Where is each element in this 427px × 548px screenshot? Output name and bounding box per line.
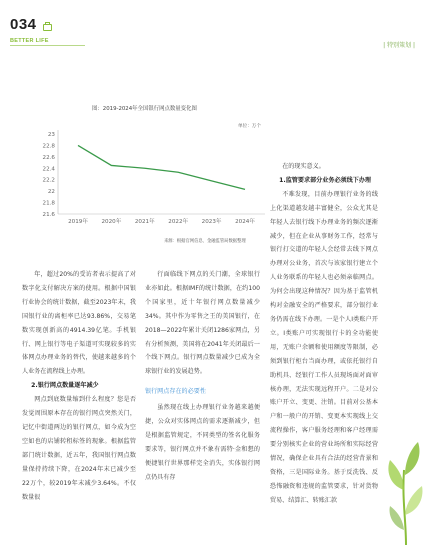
- y-tick-label: 22.8: [42, 143, 55, 150]
- header-divider: [10, 45, 85, 46]
- y-tick-label: 22: [47, 189, 55, 196]
- series-line: [78, 145, 245, 189]
- paragraph: 年，超过20%的受访者表示提高了对数字化支付解决方案的使用。根据中国银行业协会的统计数据，截至2023年末，我国银行业的离柜率已达93.86%，交易笔数实现创新高的4914.39亿笔。手机银行、网上银行等电子渠道可实现较多的实体网点办理业务的替代，使越来越多的个人业务在流程线上办理。: [22, 271, 136, 376]
- x-tick-label: 2023年: [201, 219, 222, 225]
- y-tick-label: 21.6: [42, 212, 55, 218]
- section-heading: 1.监管要求部分业务必须线下办理: [279, 176, 372, 184]
- x-tick-label: 2024年: [235, 219, 255, 225]
- paragraph: 虽然现在线上办理银行业务越来越便捷，公众对实体网点的需求逐渐减少，但是根据监管规定，不同类型的签名化服务要求等，银行网点并不象有需特·金和想的便捷银行世界那样完全消失，实体银行网点仍具有存: [145, 404, 260, 481]
- section-heading: 2.银行网点数量逐年减少: [31, 382, 99, 390]
- figure-title: 图：2019-2024年全国银行网点数量变化图: [92, 106, 197, 112]
- y-tick-label: 22.4: [42, 166, 55, 173]
- y-tick-label: 21.8: [42, 200, 55, 207]
- paragraph: 不难发现，目前办理银行业务的线上化渠道越发越丰富健全，公众尤其是年轻人去银行线下办理业务的频次逐渐减少，但在企业从事财务工作，经常与银行打交道的年轻人会经常去线下网点办理对公业务，首次与该家银行建立个人业务联系的年轻人也必须亲临网点。为何会出现这种情况？因为基于监管机构对金融安全的严格要求，部分银行业务仍需在线下办理。一是个人Ⅰ类账户开立。Ⅰ类账户可实现银行卡的全功能使用，无账户余额和使用额度等限制，必须到银行柜台当面办理，或依托银行自助机具、经银行工作人员现场面对面审核办理，无法实现远程开户。二是对公账户开立、变更、注销。目前对公基本户和一般户的开销、变更本实现线上交流程操作，客户服务经理和客户经理需要分别核实企业的营业场所和实际经营情况，确保企业具有合法的经营背景和资格，三是国际业务。基于反洗钱、反恐怖融资和违规的监管要求，针对货物贸易、结算汇、转账汇款: [270, 190, 378, 504]
- figure-source: 来源：根据官网信息、金融监管局数据整理: [164, 239, 246, 244]
- text-column-middle: [145, 268, 260, 485]
- x-tick-label: 2021年: [134, 219, 155, 225]
- paragraph: 网点到底数量缩到什么程度？您是否发觉周围原本存在的银行网点突然关门，记忆中街道两边的银行网点，如今成为空空如也的店铺转租标签的现象。根据监管部门统计数据，近五年，我国银行网点数量保持持续下降，在2024年末已减少至22万个，较2019年末减少3.64%。不仅数量很: [22, 396, 136, 501]
- page-number: 034: [10, 16, 37, 33]
- paragraph: 在的现实意义。: [282, 163, 325, 170]
- text-column-left: [22, 268, 136, 504]
- subsection-heading: 银行网点存在的必要性: [145, 388, 206, 396]
- x-tick-label: 2022年: [168, 219, 189, 225]
- y-tick-label: 22.2: [42, 177, 55, 184]
- x-tick-label: 2019年: [68, 219, 88, 225]
- y-tick-label: 23: [47, 132, 55, 138]
- series-name: BETTER LIFE: [10, 38, 49, 44]
- plant-decoration: [384, 430, 424, 545]
- book-icon: [43, 24, 52, 31]
- column-label: | 特别策划 |: [383, 42, 415, 49]
- x-tick-label: 2020年: [101, 219, 122, 225]
- paragraph: 行面临线下网点的关门潮，全球银行业亦如此。根据IMF的统计数据，在约100个国家里，近十年银行网点数量减少34%。其中作为零售之王的美国银行，在2018—2022年累计关闭1286家网点，另有分析预测，美国将在2041年关闭最后一个线下网点。银行网点数量减少已成为全球银行业的发展趋势。: [145, 271, 260, 376]
- line-chart: [40, 126, 275, 234]
- y-tick-label: 22.6: [42, 154, 55, 161]
- text-column-right: [270, 160, 378, 508]
- chart-unit: 单位：万个: [238, 124, 261, 129]
